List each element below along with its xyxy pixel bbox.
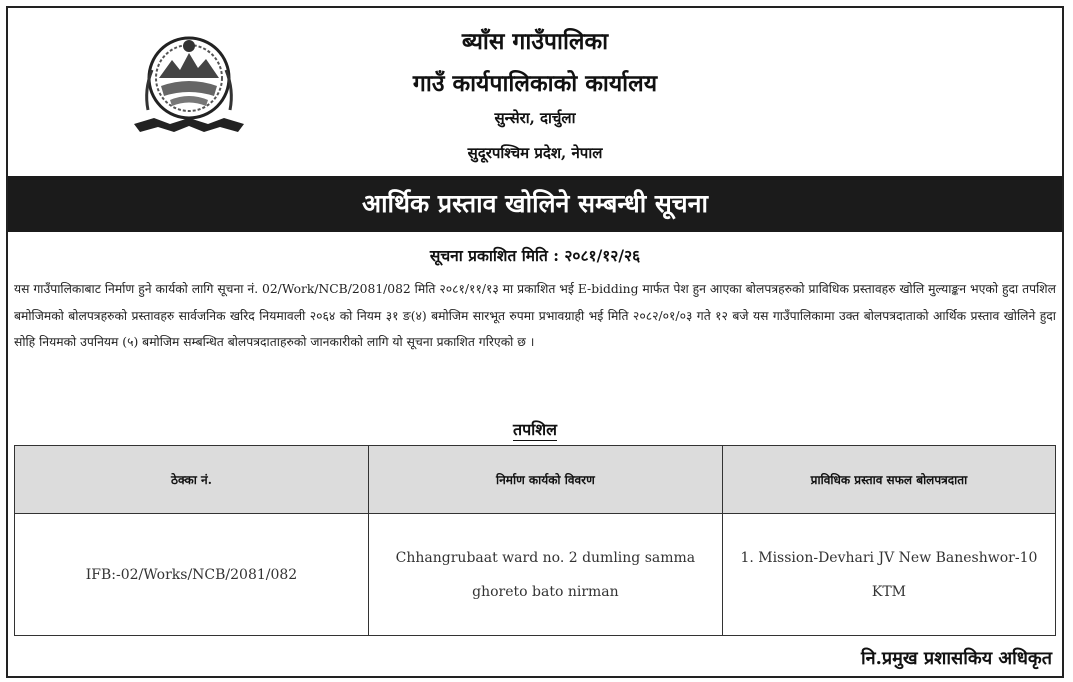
notice-title-banner: आर्थिक प्रस्ताव खोलिने सम्बन्धी सूचना	[8, 176, 1062, 232]
cell-work-description: Chhangrubaat ward no. 2 dumling samma ghoreto bato nirman	[368, 514, 722, 636]
bid-table	[14, 445, 1056, 636]
cell-contract-no: IFB:-02/Works/NCB/2081/082	[15, 514, 369, 636]
column-header-contract-no: ठेक्का नं.	[15, 446, 369, 514]
notice-page	[6, 6, 1064, 678]
cell-successful-bidder: 1. Mission-Devhari JV New Baneshwor-10 KTM	[722, 514, 1055, 636]
province-name: सुदूरपश्चिम प्रदेश, नेपाल	[467, 144, 603, 162]
municipality-name: ब्याँस गाउँपालिका	[461, 28, 609, 55]
office-address: सुन्सेरा, दार्चुला	[494, 109, 576, 127]
office-name: गाउँ कार्यपालिकाको कार्यालय	[412, 70, 658, 97]
details-heading-text: तपशिल	[512, 420, 558, 439]
signatory-title: नि.प्रमुख प्रशासकिय अधिकृत	[861, 648, 1052, 669]
table-row	[15, 514, 1056, 636]
column-header-work-description: निर्माण कार्यको विवरण	[368, 446, 722, 514]
column-header-successful-bidder: प्राविधिक प्रस्ताव सफल बोलपत्रदाता	[722, 446, 1055, 514]
details-heading	[8, 418, 1062, 440]
published-date: सूचना प्रकाशित मिति : २०८१/१२/२६	[429, 246, 641, 265]
notice-body: यस गाउँपालिकाबाट निर्माण हुने कार्यको लागि सूचना नं. 02/Work/NCB/2081/082 मिति २०८१/११/१३ मा प्रकाशित भई E-bidding मार्फत पेश हुन आएका बोलपत्रहरुको प्राविधिक प्रस्तावहरु खोलि मुल्याङ्कन भएको हुदा तपशिल बमोजिमको बोलपत्रहरुको प्रस्तावहरु सार्वजनिक खरिद नियमावली २०६४ को नियम ३१ ङ(४) बमोजिम सारभूत रुपमा प्रभावग्राही भई मिति २०८२/०१/०३ गते १२ बजे यस गाउँपालिकामा उक्त बोलपत्रदाताको आर्थिक प्रस्ताव खोलिने हुदा सोहि नियमको उपनियम (५) बमोजिम सम्बन्धित बोलपत्रदाताहरुको जानकारीको लागि यो सूचना प्रकाशित गरिएको छ ।	[14, 282, 1056, 350]
table-header-row	[15, 446, 1056, 514]
